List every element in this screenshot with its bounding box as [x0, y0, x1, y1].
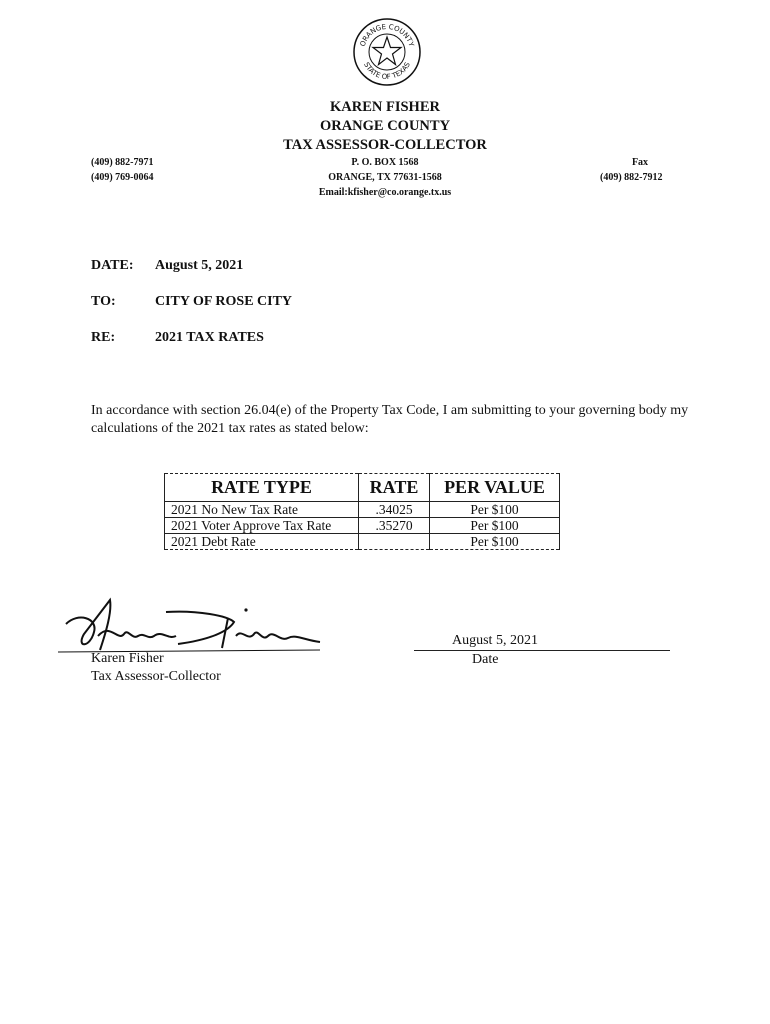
header-county: ORANGE COUNTY	[319, 118, 451, 134]
phone-2: (409) 769-0064	[91, 172, 154, 183]
table-row	[165, 518, 560, 534]
header-city: ORANGE, TX 77631-1568	[328, 172, 442, 183]
header-rate-type: RATE TYPE	[165, 474, 359, 502]
header-rate: RATE	[359, 474, 430, 502]
signer-name: Karen Fisher	[91, 651, 164, 666]
body-paragraph: In accordance with section 26.04(e) of the Property Tax Code, I am submitting to your governing body my calculations of the 2021 tax rates as stated below:	[91, 403, 689, 436]
table-row	[165, 534, 560, 550]
header-per-value: PER VALUE	[430, 474, 560, 502]
star-icon	[373, 37, 401, 65]
svg-text:STATE OF TEXAS	[362, 61, 412, 82]
re-label: RE:	[91, 330, 116, 345]
rates-table	[164, 473, 560, 550]
date-label: DATE:	[91, 258, 134, 273]
table-header-row	[165, 474, 560, 502]
fax-label: Fax	[631, 157, 649, 168]
per-value-cell: Per $100	[430, 502, 560, 518]
rate-cell	[359, 534, 430, 550]
rate-type-cell: 2021 No New Tax Rate	[165, 502, 359, 518]
seal-top-text: ORANGE COUNTY	[358, 22, 416, 48]
header-email: Email:kfisher@co.orange.tx.us	[318, 187, 452, 198]
header-po-box: P. O. BOX 1568	[351, 157, 419, 168]
per-value-cell: Per $100	[430, 518, 560, 534]
to-value: CITY OF ROSE CITY	[155, 294, 293, 309]
county-seal	[352, 17, 422, 87]
signer-title: Tax Assessor-Collector	[91, 669, 221, 684]
rate-cell: .34025	[359, 502, 430, 518]
rate-cell: .35270	[359, 518, 430, 534]
rate-type-cell: 2021 Debt Rate	[165, 534, 359, 550]
signature-date-label: Date	[472, 652, 499, 667]
phone-1: (409) 882-7971	[91, 157, 154, 168]
to-label: TO:	[91, 294, 116, 309]
rate-type-cell: 2021 Voter Approve Tax Rate	[165, 518, 359, 534]
date-line	[414, 650, 670, 651]
signature-date-value: August 5, 2021	[452, 633, 538, 648]
fax-number: (409) 882-7912	[600, 172, 663, 183]
date-value: August 5, 2021	[155, 258, 244, 273]
per-value-cell: Per $100	[430, 534, 560, 550]
re-value: 2021 TAX RATES	[155, 330, 264, 345]
seal-bottom-text: STATE OF TEXAS	[362, 61, 412, 82]
header-office: TAX ASSESSOR-COLLECTOR	[283, 137, 487, 153]
header-name: KAREN FISHER	[330, 99, 440, 115]
table-row	[165, 502, 560, 518]
